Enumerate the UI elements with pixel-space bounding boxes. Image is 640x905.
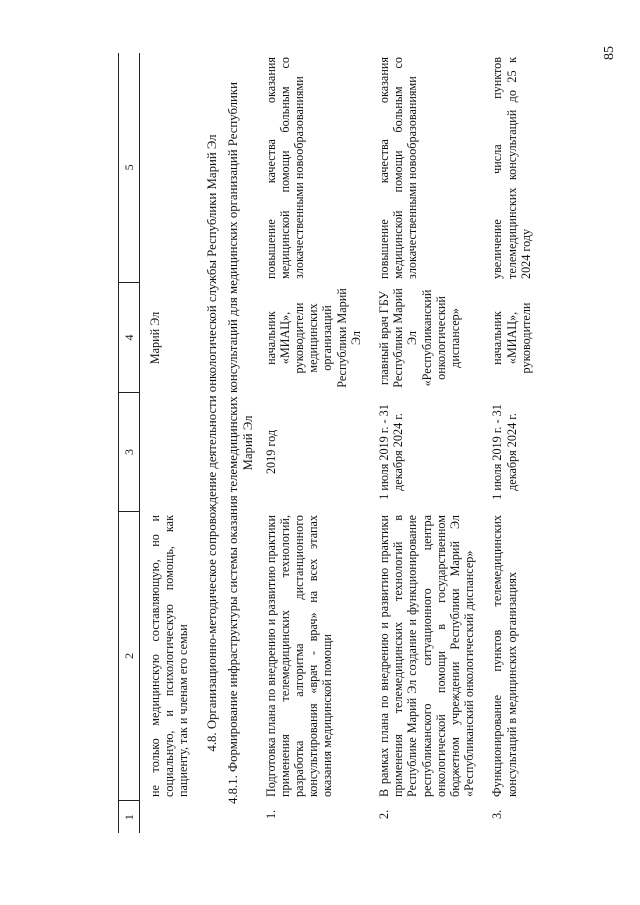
header-col-3: 3 bbox=[119, 392, 139, 510]
continuation-responsible-text: Марий Эл bbox=[148, 311, 162, 365]
row-number: 1. bbox=[263, 809, 278, 819]
table-header-row bbox=[118, 53, 140, 833]
table-row bbox=[264, 53, 363, 833]
row-responsible: начальник «МИАЦ», руководители медицинских организаций Республики Марий Эл bbox=[263, 288, 363, 388]
continuation-row bbox=[148, 53, 191, 833]
page-number: 85 bbox=[602, 46, 617, 60]
row-period: 1 июля 2019 г. - 31 декабря 2024 г. bbox=[377, 404, 406, 500]
row-result: повышение качества оказания медицинской помощи больным со злокачественными новообразованиями bbox=[377, 57, 420, 279]
header-col-4: 4 bbox=[119, 282, 139, 392]
row-responsible: главный врач ГБУ Республики Марий Эл «Республиканский онкологический диспансер» bbox=[377, 288, 463, 388]
row-result: повышение качества оказания медицинской помощи больным со злокачественными новообразованиями bbox=[263, 57, 307, 279]
header-col-1: 1 bbox=[119, 800, 139, 833]
table-row bbox=[490, 53, 533, 833]
section-heading-4-8: 4.8. Организационно-методическое сопровождение деятельности онкологической службы Республики Марий Эл bbox=[204, 134, 219, 752]
row-result: увеличение числа пунктов телемедицинских консультаций до 25 к 2024 году bbox=[490, 57, 533, 279]
row-period: 2019 год bbox=[263, 429, 278, 475]
row-period: 1 июля 2019 г. - 31 декабря 2024 г. bbox=[490, 404, 519, 500]
header-col-2: 2 bbox=[119, 511, 139, 801]
section-heading-4-8-1: 4.8.1. Формирование инфраструктуры системы оказания телемедицинских консультаций для медицинских организаций Республики Марий Эл bbox=[225, 82, 255, 804]
continuation-action-text: не только медицинскую составляющую, но и социальную, и психологическую помощь, как пациенту, так и членам его семьи bbox=[148, 515, 191, 797]
row-action: Подготовка плана по внедрению и развитию практики применения телемедицинских технологий, разработка алгоритма дистанционного консультирования «врач - врач» на всех этапах оказания медицинской помощи bbox=[263, 515, 335, 797]
header-col-5: 5 bbox=[122, 164, 136, 171]
table-row bbox=[377, 53, 476, 833]
plan-table bbox=[118, 53, 533, 833]
row-number: 2. bbox=[377, 809, 392, 819]
row-action: Функционирование пунктов телемедицинских консультаций в медицинских организациях bbox=[490, 515, 519, 797]
row-responsible: начальник «МИАЦ», руководители bbox=[490, 302, 533, 374]
row-number: 3. bbox=[490, 809, 505, 819]
row-action: В рамках плана по внедрению и развитию практики применения телемедицинских технологий в Республике Марий Эл создание и функционирование республиканского ситуационного центра онкологической помощи в государственном бюджетном учреждении Республики Марий Эл «Республиканский онкологический диспансер» bbox=[377, 515, 477, 797]
